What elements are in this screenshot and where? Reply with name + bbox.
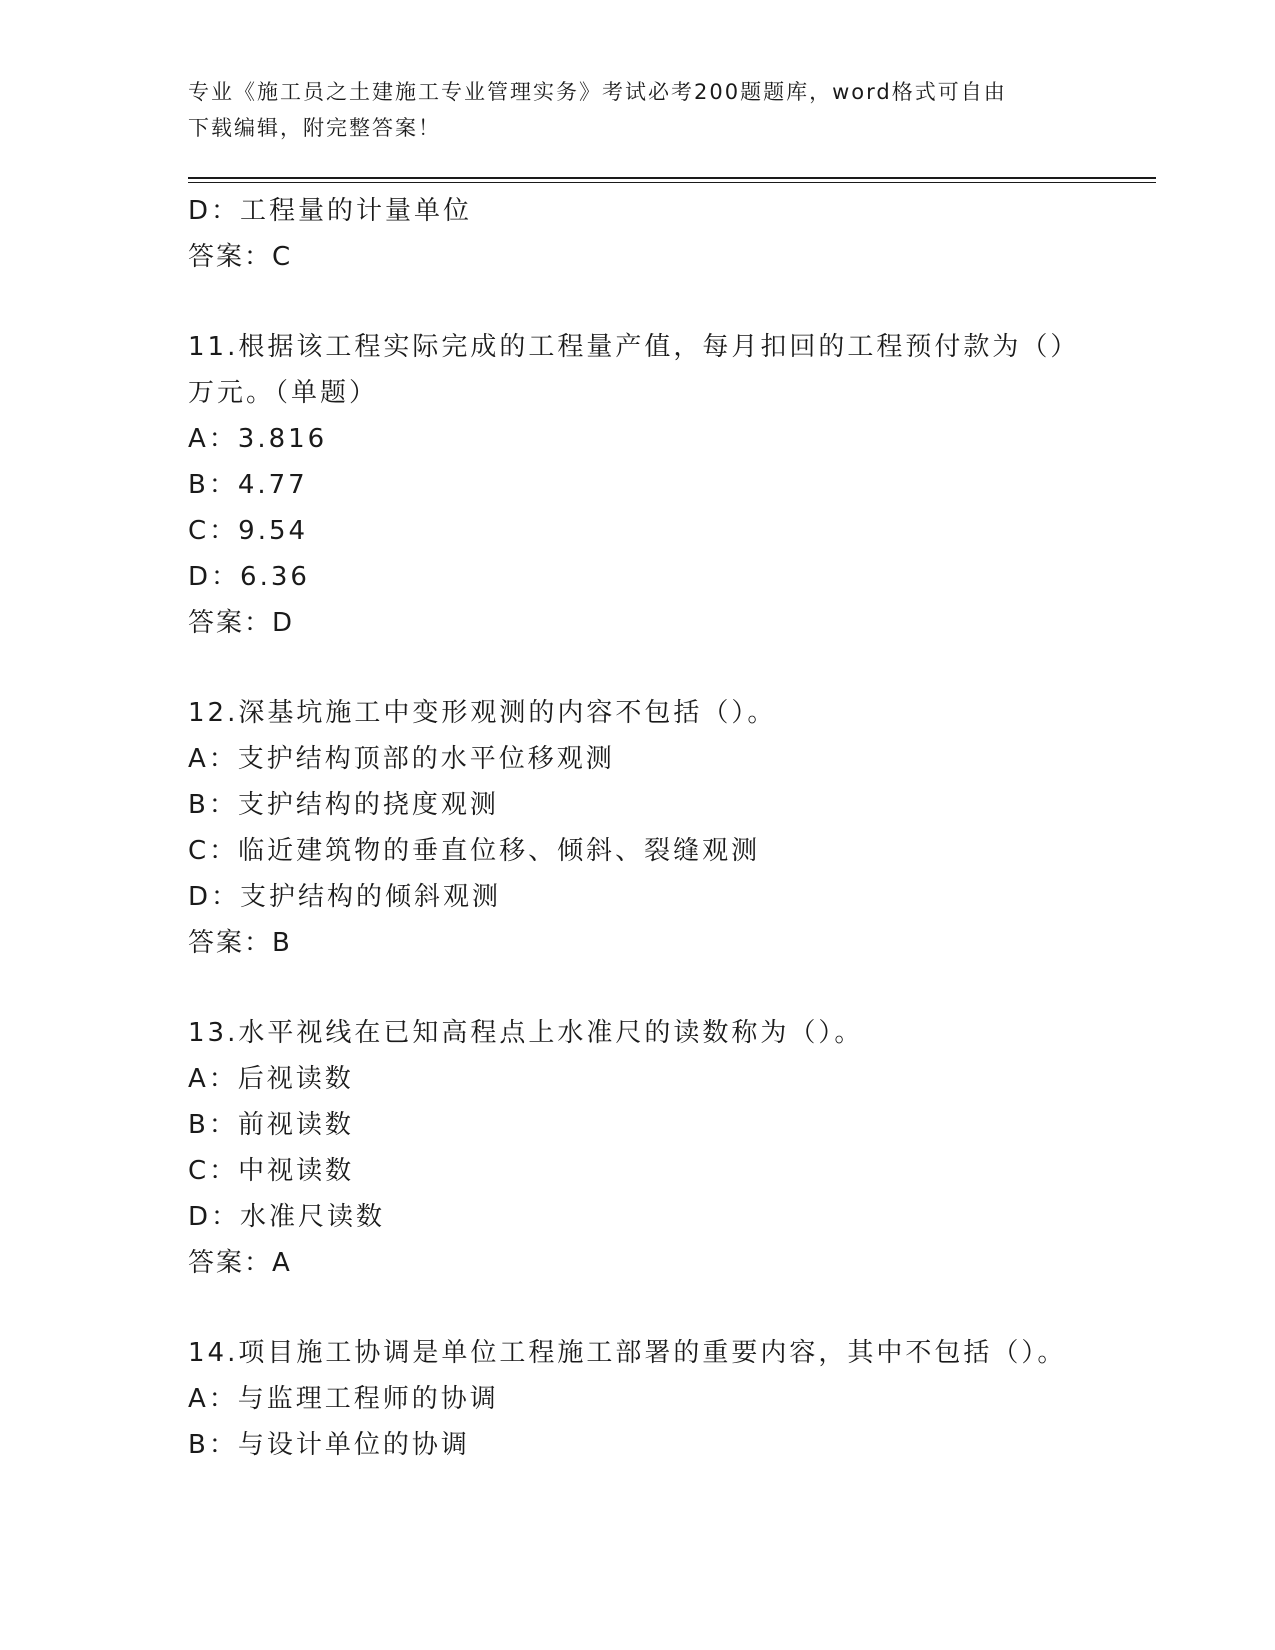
document-header xyxy=(188,74,1088,146)
answer-line: 答案：A xyxy=(188,1248,292,1278)
option-a: A：3.816 xyxy=(188,424,328,454)
option-d: D：工程量的计量单位 xyxy=(188,196,473,226)
spacer xyxy=(188,1286,1108,1330)
option-a: A：后视读数 xyxy=(188,1064,354,1094)
option-d: D：水准尺读数 xyxy=(188,1202,386,1232)
spacer xyxy=(188,280,1108,324)
answer-line: 答案：D xyxy=(188,608,295,638)
question-14 xyxy=(188,1330,1108,1468)
question-11 xyxy=(188,324,1108,646)
spacer xyxy=(188,646,1108,690)
question-10-tail xyxy=(188,188,1108,280)
header-divider-thick xyxy=(188,177,1156,179)
option-b: B：与设计单位的协调 xyxy=(188,1430,470,1460)
answer-line: 答案：C xyxy=(188,242,293,272)
option-b: B：前视读数 xyxy=(188,1110,354,1140)
question-text-line-1: 14.项目施工协调是单位工程施工部署的重要内容，其中不包括（）。 xyxy=(188,1338,1067,1368)
question-list xyxy=(188,188,1108,1468)
header-divider-thin xyxy=(188,182,1156,183)
option-c: C：临近建筑物的垂直位移、倾斜、裂缝观测 xyxy=(188,836,761,866)
option-d: D：支护结构的倾斜观测 xyxy=(188,882,502,912)
option-a: A：与监理工程师的协调 xyxy=(188,1384,499,1414)
question-12 xyxy=(188,690,1108,966)
option-c: C：中视读数 xyxy=(188,1156,355,1186)
question-text-line-1: 12.深基坑施工中变形观测的内容不包括（）。 xyxy=(188,698,777,728)
option-a: A：支护结构顶部的水平位移观测 xyxy=(188,744,615,774)
header-title-line-1: 专业《施工员之土建施工专业管理实务》考试必考200题题库，word格式可自由 xyxy=(188,80,1007,104)
question-text-line-1: 13.水平视线在已知高程点上水准尺的读数称为（）。 xyxy=(188,1018,864,1048)
question-13 xyxy=(188,1010,1108,1286)
question-text-line-2: 万元。（单题） xyxy=(188,378,379,408)
answer-line: 答案：B xyxy=(188,928,292,958)
option-b: B：4.77 xyxy=(188,470,308,500)
option-c: C：9.54 xyxy=(188,516,309,546)
question-text-line-1: 11.根据该工程实际完成的工程量产值，每月扣回的工程预付款为（） xyxy=(188,332,1080,362)
option-d: D：6.36 xyxy=(188,562,310,592)
header-title-line-2: 下载编辑，附完整答案！ xyxy=(188,116,441,140)
option-b: B：支护结构的挠度观测 xyxy=(188,790,499,820)
spacer xyxy=(188,966,1108,1010)
